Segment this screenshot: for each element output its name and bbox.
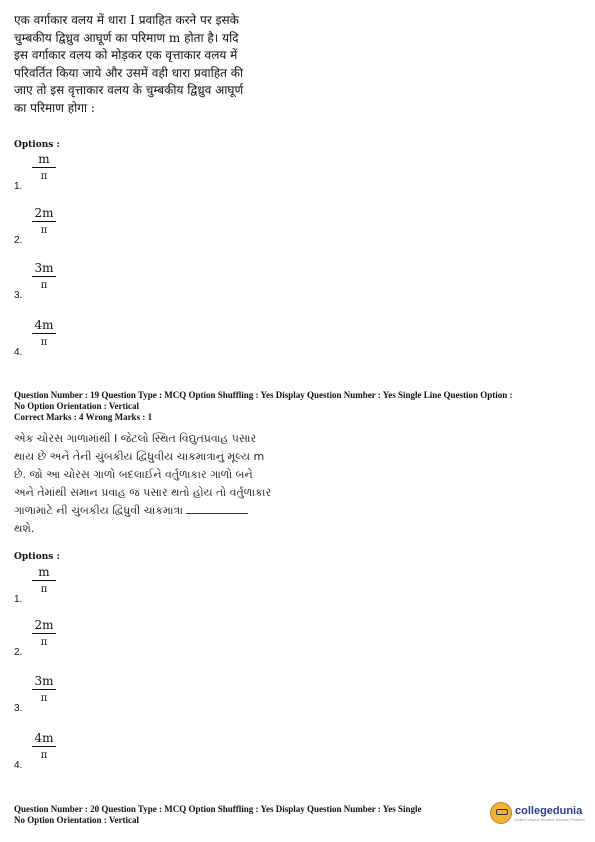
answer-blank	[186, 503, 248, 514]
fraction	[32, 318, 56, 348]
option-number: 3.	[14, 703, 23, 714]
fraction	[32, 152, 56, 182]
text-line: છે. જો આ ચોરસ ગાળો બદલાઈને વર્તુળાકાર ગાળો બને	[14, 468, 253, 481]
fraction	[32, 206, 56, 236]
fraction	[32, 618, 56, 648]
denominator: π	[40, 584, 48, 595]
option-3[interactable]	[14, 674, 94, 714]
fraction	[32, 565, 56, 595]
option-4[interactable]	[14, 318, 94, 358]
question-18-text	[14, 12, 284, 117]
text-line: ગાળામાટે ની ચુંબકીય દ્વિધ્રુવી ચાકમાત્રા	[14, 502, 284, 520]
meta-line: No Option Orientation : Vertical	[14, 815, 139, 825]
question-19-text	[14, 430, 284, 538]
option-1[interactable]	[14, 152, 94, 192]
denominator: π	[40, 693, 48, 704]
text-line: जाए तो इस वृत्ताकार वलय के चुम्बकीय द्विध्रुव आघूर्ण	[14, 83, 244, 97]
text-line: चुम्बकीय द्विध्रुव आघूर्ण का परिमाण m होता है। यदि	[14, 30, 239, 45]
option-4[interactable]	[14, 731, 94, 771]
denominator: π	[40, 280, 48, 291]
numerator: 4m	[34, 318, 54, 332]
option-number: 4.	[14, 760, 23, 771]
fraction	[32, 261, 56, 291]
numerator: 2m	[34, 206, 54, 220]
option-number: 1.	[14, 181, 23, 192]
question-20-meta	[14, 804, 484, 826]
option-3[interactable]	[14, 261, 94, 301]
text-line: અને તેમાંથી સમાન પ્રવાહ જ પસાર થતો હોય તો વર્તુળાકાર	[14, 486, 272, 499]
numerator: 3m	[34, 261, 54, 275]
text-line: का परिमाण होगा :	[14, 100, 95, 115]
denominator: π	[40, 171, 48, 182]
numerator: m	[38, 152, 50, 166]
fraction	[32, 674, 56, 704]
meta-line: Question Number : 19 Question Type : MCQ Option Shuffling : Yes Display Question Number : Yes Single Line Question Option :	[14, 390, 513, 400]
denominator: π	[40, 337, 48, 348]
options-label: Options :	[14, 140, 60, 150]
numerator: 3m	[34, 674, 54, 688]
option-1[interactable]	[14, 565, 94, 605]
option-number: 2.	[14, 235, 23, 246]
numerator: 4m	[34, 731, 54, 745]
marks-line: Correct Marks : 4 Wrong Marks : 1	[14, 412, 153, 422]
meta-line: Question Number : 20 Question Type : MCQ Option Shuffling : Yes Display Question Number : Yes Single	[14, 804, 422, 814]
numerator: m	[38, 565, 50, 579]
text-line: परिवर्तित किया जाये और उसमें वही धारा प्रवाहित की	[14, 65, 244, 80]
option-2[interactable]	[14, 206, 94, 246]
collegedunia-logo	[490, 800, 590, 826]
option-number: 3.	[14, 290, 23, 301]
denominator: π	[40, 637, 48, 648]
text-line: થશે.	[14, 522, 35, 535]
option-2[interactable]	[14, 618, 94, 658]
meta-line: No Option Orientation : Vertical	[14, 401, 139, 411]
logo-name: collegedunia	[515, 804, 583, 817]
option-number: 4.	[14, 347, 23, 358]
option-number: 1.	[14, 594, 23, 605]
text-line: થાય છે અને તેની ચુંબકીય દ્વિધ્રુવીય ચાકમાત્રાનું મૂલ્ય m	[14, 450, 265, 463]
option-number: 2.	[14, 647, 23, 658]
numerator: 2m	[34, 618, 54, 632]
denominator: π	[40, 750, 48, 761]
logo-tagline: India's largest Student Review Platform	[515, 816, 585, 822]
text-line: एक वर्गाकार वलय में धारा I प्रवाहित करने पर इसके	[14, 13, 239, 27]
denominator: π	[40, 225, 48, 236]
text-line: એક ચોરસ ગાળામાંથી I જેટલો સ્થિત વિદ્યુતપ્રવાહ પસાર	[14, 432, 257, 445]
text-line: इस वर्गाकार वलय को मोड़कर एक वृत्ताकार वलय में	[14, 48, 238, 62]
logo-icon	[490, 802, 512, 824]
options-label: Options :	[14, 552, 60, 562]
question-19-meta	[14, 390, 584, 423]
fraction	[32, 731, 56, 761]
